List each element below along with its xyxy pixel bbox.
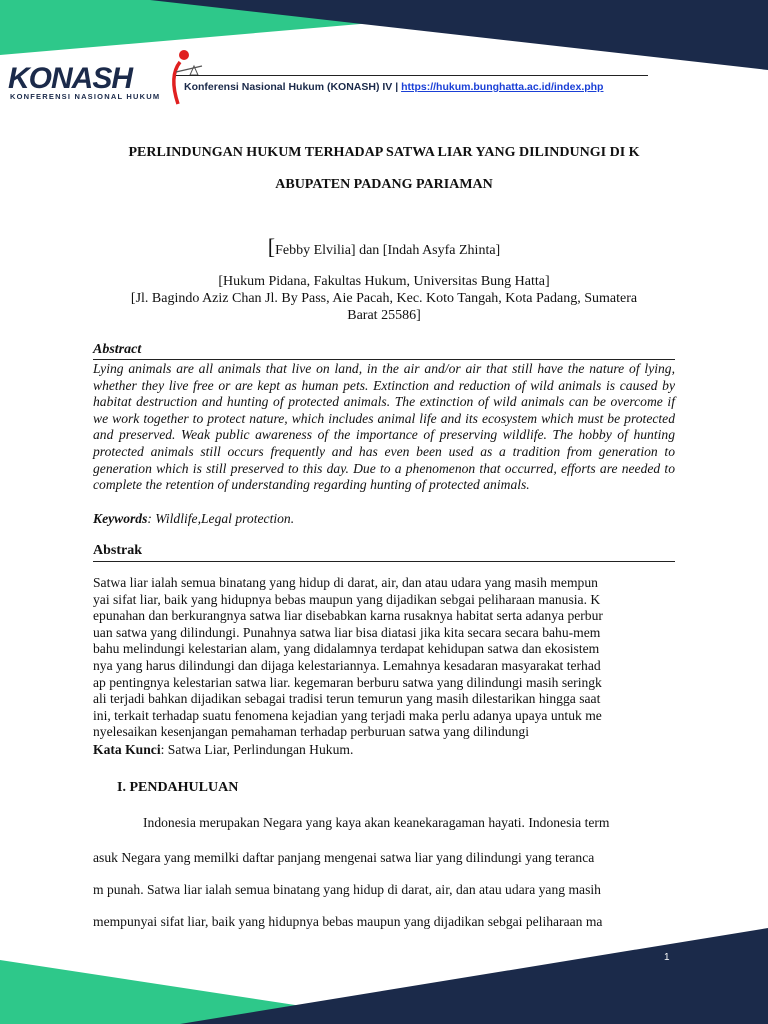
- abstrak-line: epunahan dan berkurangnya satwa liar disebabkan karna rusaknya habitat serta adanya perbur: [93, 608, 603, 624]
- body-line: mempunyai sifat liar, baik yang hidupnya bebas maupun yang dijadikan sebgai peliharaan ma: [93, 914, 603, 929]
- section-heading: I. PENDAHULUAN: [117, 780, 239, 795]
- abstrak-line: ali terjadi bahkan dijadikan sebagai tradisi terun temurun yang masih dilestarikan hingga saat: [93, 691, 601, 707]
- abstrak-text: [93, 575, 675, 741]
- header-rule: [176, 75, 648, 76]
- paper-title-line2: ABUPATEN PADANG PARIAMAN: [275, 177, 493, 192]
- authors-open-bracket: [: [267, 234, 276, 259]
- keywords: [93, 511, 294, 527]
- abstract-heading: Abstract: [93, 342, 142, 357]
- abstrak-line: ini, terkait terhadap suatu fenomena kejadian yang terjadi maka perlu adanya upaya untuk me: [93, 707, 602, 723]
- authors: [60, 234, 708, 259]
- abstract-rule: [93, 359, 675, 360]
- affiliation-line1: [Hukum Pidana, Fakultas Hukum, Universitas Bung Hatta]: [218, 274, 550, 289]
- abstrak-line: ap pentingnya kelestarian satwa liar. kegemaran berburu satwa yang dilindungi masih seringk: [93, 674, 602, 690]
- body-line: asuk Negara yang memilki daftar panjang mengenai satwa liar yang dilindungi yang teranca: [93, 850, 595, 865]
- konash-logo: [6, 48, 206, 108]
- logo-wordmark: KONASH: [8, 62, 133, 95]
- abstrak-line: Satwa liar ialah semua binatang yang hidup di darat, air, dan atau udara yang masih mempun: [93, 575, 598, 590]
- body-line: Indonesia merupakan Negara yang kaya akan keanekaragaman hayati. Indonesia term: [143, 815, 610, 830]
- abstrak-rule: [93, 561, 675, 562]
- logo-figure-icon: [158, 48, 206, 110]
- abstrak-line: nya yang harus dilindungi dan dijaga kelestariannya. Lemahnya kesadaran masyarakat terhad: [93, 657, 601, 673]
- top-navy-band: [150, 0, 768, 70]
- conference-link[interactable]: https://hukum.bunghatta.ac.id/index.php: [401, 81, 604, 93]
- conference-name: Konferensi Nasional Hukum (KONASH) IV |: [184, 81, 402, 93]
- abstrak-line: uan satwa yang dilindungi. Punahnya satwa liar bisa diatasi jika kita secara secara bahu-mem: [93, 624, 601, 640]
- paper-title-line1: PERLINDUNGAN HUKUM TERHADAP SATWA LIAR YANG DILINDUNGI DI K: [128, 145, 640, 160]
- body-line: m punah. Satwa liar ialah semua binatang yang hidup di darat, air, dan atau udara yang masih: [93, 882, 601, 897]
- abstrak-line: nyelesaikan kesenjangan pemahaman terhadap perburuan satwa yang dilindungi: [93, 724, 529, 740]
- kata-kunci-label: Kata Kunci: [93, 742, 161, 757]
- keywords-label: Keywords: [93, 511, 148, 526]
- abstract-text: Lying animals are all animals that live on land, in the air and/or air that still have the nature of lying, whether they live free or are kept as human pets. Extinction and reduction of wild animals is caused by habitat destruction and hunting of protected animals. The extinction of wild animals can be overcome if we work together to protect nature, which includes animal life and its ecosystem which must be protected and preserved. Weak public awareness of the importance of preserving wildlife. The hobby of hunting protected animals still occurs frequently and has even been used as a tradition from generation to generation which is still preserved to this day. Due to a phenomenon that occurred, efforts are needed to complete the retention of understanding regarding hunting of protected animals.: [93, 361, 675, 493]
- kata-kunci: [93, 742, 353, 758]
- kata-kunci-values: : Satwa Liar, Perlindungan Hukum.: [160, 742, 354, 757]
- authors-text: Febby Elvilia] dan [Indah Asyfa Zhinta]: [275, 243, 501, 258]
- logo-subtitle: KONFERENSI NASIONAL HUKUM: [10, 92, 161, 101]
- keywords-values: : Wildlife,Legal protection.: [147, 511, 295, 526]
- abstrak-heading: Abstrak: [93, 543, 143, 558]
- affiliation-line2: [Jl. Bagindo Aziz Chan Jl. By Pass, Aie Pacah, Kec. Koto Tangah, Kota Padang, Sumatera: [130, 291, 638, 306]
- conference-header: [184, 81, 603, 93]
- abstrak-line: bahu melindungi kelestarian alam, yang didalamnya terdapat kehidupan satwa dan ekosistem: [93, 641, 600, 657]
- page-number: 1: [664, 952, 670, 963]
- affiliation-line3: Barat 25586]: [347, 308, 421, 323]
- abstrak-line: yai sifat liar, baik yang hidupnya bebas maupun yang dijadikan sebgai peliharaan manusia. K: [93, 591, 601, 607]
